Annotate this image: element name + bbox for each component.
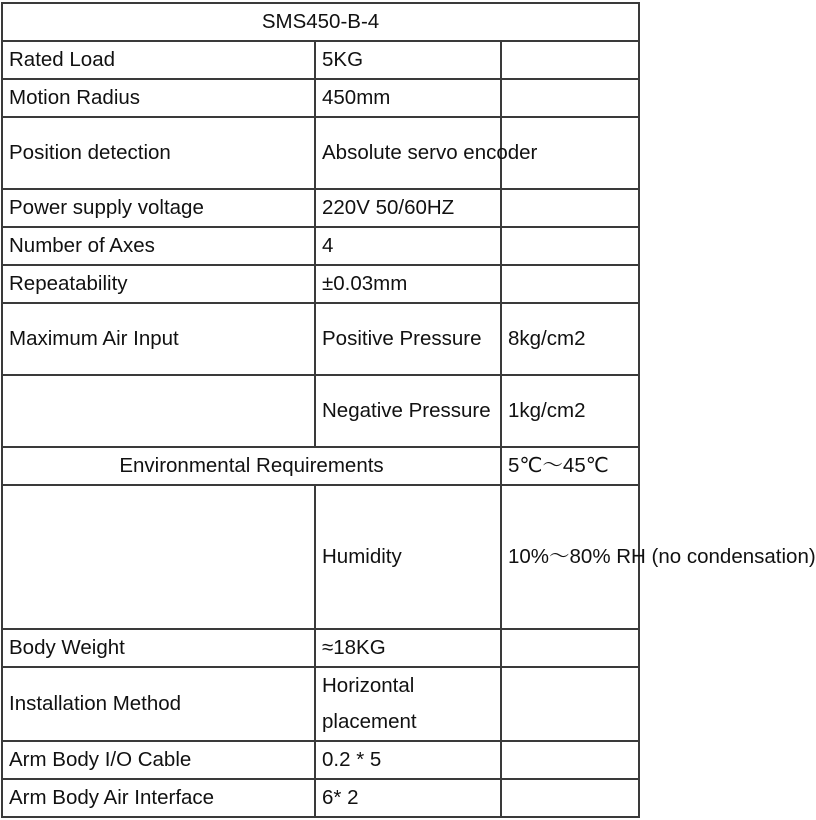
table-row <box>2 3 639 41</box>
table-row <box>2 303 639 375</box>
empty-cell <box>501 227 639 265</box>
positive-pressure-label: Positive Pressure <box>315 303 501 375</box>
table-row <box>2 265 639 303</box>
io-cable-value: 0.2 * 5 <box>315 741 501 779</box>
spec-table <box>1 2 816 818</box>
empty-cell <box>501 741 639 779</box>
power-supply-value: 220V 50/60HZ <box>315 189 501 227</box>
table-row <box>2 117 639 189</box>
empty-cell <box>501 41 639 79</box>
table-row <box>2 447 639 485</box>
table-row <box>2 375 639 447</box>
empty-cell <box>501 265 639 303</box>
repeatability-label: Repeatability <box>2 265 315 303</box>
position-detection-value: Absolute servo encoder <box>315 117 501 189</box>
humidity-label: Humidity <box>315 485 501 629</box>
negative-pressure-label: Negative Pressure <box>315 375 501 447</box>
table-row <box>2 227 639 265</box>
positive-pressure-value: 8kg/cm2 <box>501 303 639 375</box>
air-interface-value: 6* 2 <box>315 779 501 817</box>
table-row <box>2 485 639 629</box>
installation-label: Installation Method <box>2 667 315 741</box>
rated-load-value: 5KG <box>315 41 501 79</box>
humidity-value: 10%～80% RH (no condensation) <box>501 485 639 629</box>
position-detection-label: Position detection <box>2 117 315 189</box>
empty-cell <box>501 779 639 817</box>
empty-cell <box>501 79 639 117</box>
table-row <box>2 779 639 817</box>
empty-cell <box>2 485 315 629</box>
body-weight-value: ≈18KG <box>315 629 501 667</box>
table-row <box>2 189 639 227</box>
empty-cell <box>501 189 639 227</box>
table-row <box>2 629 639 667</box>
empty-cell <box>501 629 639 667</box>
environment-label: Environmental Requirements <box>2 447 501 485</box>
air-interface-label: Arm Body Air Interface <box>2 779 315 817</box>
motion-radius-value: 450mm <box>315 79 501 117</box>
rated-load-label: Rated Load <box>2 41 315 79</box>
empty-cell <box>2 375 315 447</box>
temperature-value: 5℃～45℃ <box>501 447 639 485</box>
installation-value: Horizontal placement <box>315 667 501 741</box>
negative-pressure-value: 1kg/cm2 <box>501 375 639 447</box>
axes-value: 4 <box>315 227 501 265</box>
axes-label: Number of Axes <box>2 227 315 265</box>
body-weight-label: Body Weight <box>2 629 315 667</box>
table-row <box>2 741 639 779</box>
air-input-label: Maximum Air Input <box>2 303 315 375</box>
empty-cell <box>501 667 639 741</box>
table-row <box>2 79 639 117</box>
motion-radius-label: Motion Radius <box>2 79 315 117</box>
power-supply-label: Power supply voltage <box>2 189 315 227</box>
repeatability-value: ±0.03mm <box>315 265 501 303</box>
table-title: SMS450-B-4 <box>2 3 639 41</box>
io-cable-label: Arm Body I/O Cable <box>2 741 315 779</box>
table-row <box>2 41 639 79</box>
table-row <box>2 667 639 741</box>
